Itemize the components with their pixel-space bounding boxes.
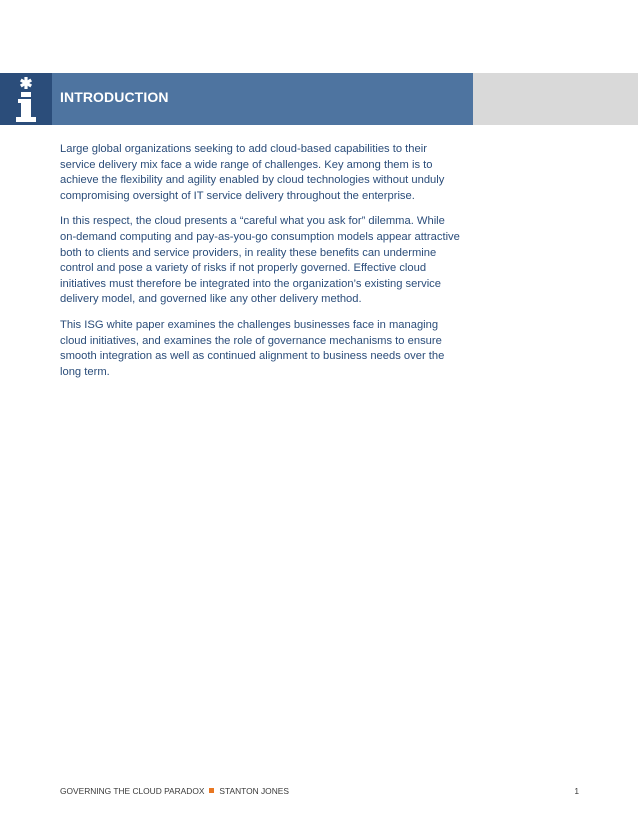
footer-separator-dot: [209, 788, 214, 793]
intro-logo: [0, 73, 52, 125]
page-footer: [60, 786, 579, 800]
body-text: [60, 142, 460, 390]
footer-doc-title: GOVERNING THE CLOUD PARADOX: [60, 786, 205, 796]
paragraph-3: This ISG white paper examines the challenges businesses face in managing cloud initiatives, and examines the role of governance mechanisms to ensure smooth integration as well as continued alignment to business needs over the long term.: [60, 318, 445, 378]
page-number: 1: [574, 786, 579, 796]
asterisk-i-icon: [0, 73, 52, 125]
section-title: INTRODUCTION: [60, 89, 169, 105]
section-header-bar: [52, 73, 473, 125]
footer-left: [60, 786, 289, 796]
paragraph-1: Large global organizations seeking to add cloud-based capabilities to their service delivery mix face a wide range of challenges. Key among them is to achieve the flexibility and agility enabled by cloud technologies without unduly compromising oversight of IT service delivery throughout the enterprise.: [60, 143, 445, 202]
header-gray-bar: [473, 73, 638, 125]
paragraph-2: In this respect, the cloud presents a “careful what you ask for” dilemma. While on-demand computing and pay-as-you-go consumption models appear attractive both to clients and service providers, in reality these benefits can undermine control and pose a variety of risks if not properly governed. Effective cloud initiatives must therefore be integrated into the organization’s existing service delivery model, and governed like any other delivery method.: [60, 215, 460, 306]
footer-author: STANTON JONES: [219, 786, 289, 796]
